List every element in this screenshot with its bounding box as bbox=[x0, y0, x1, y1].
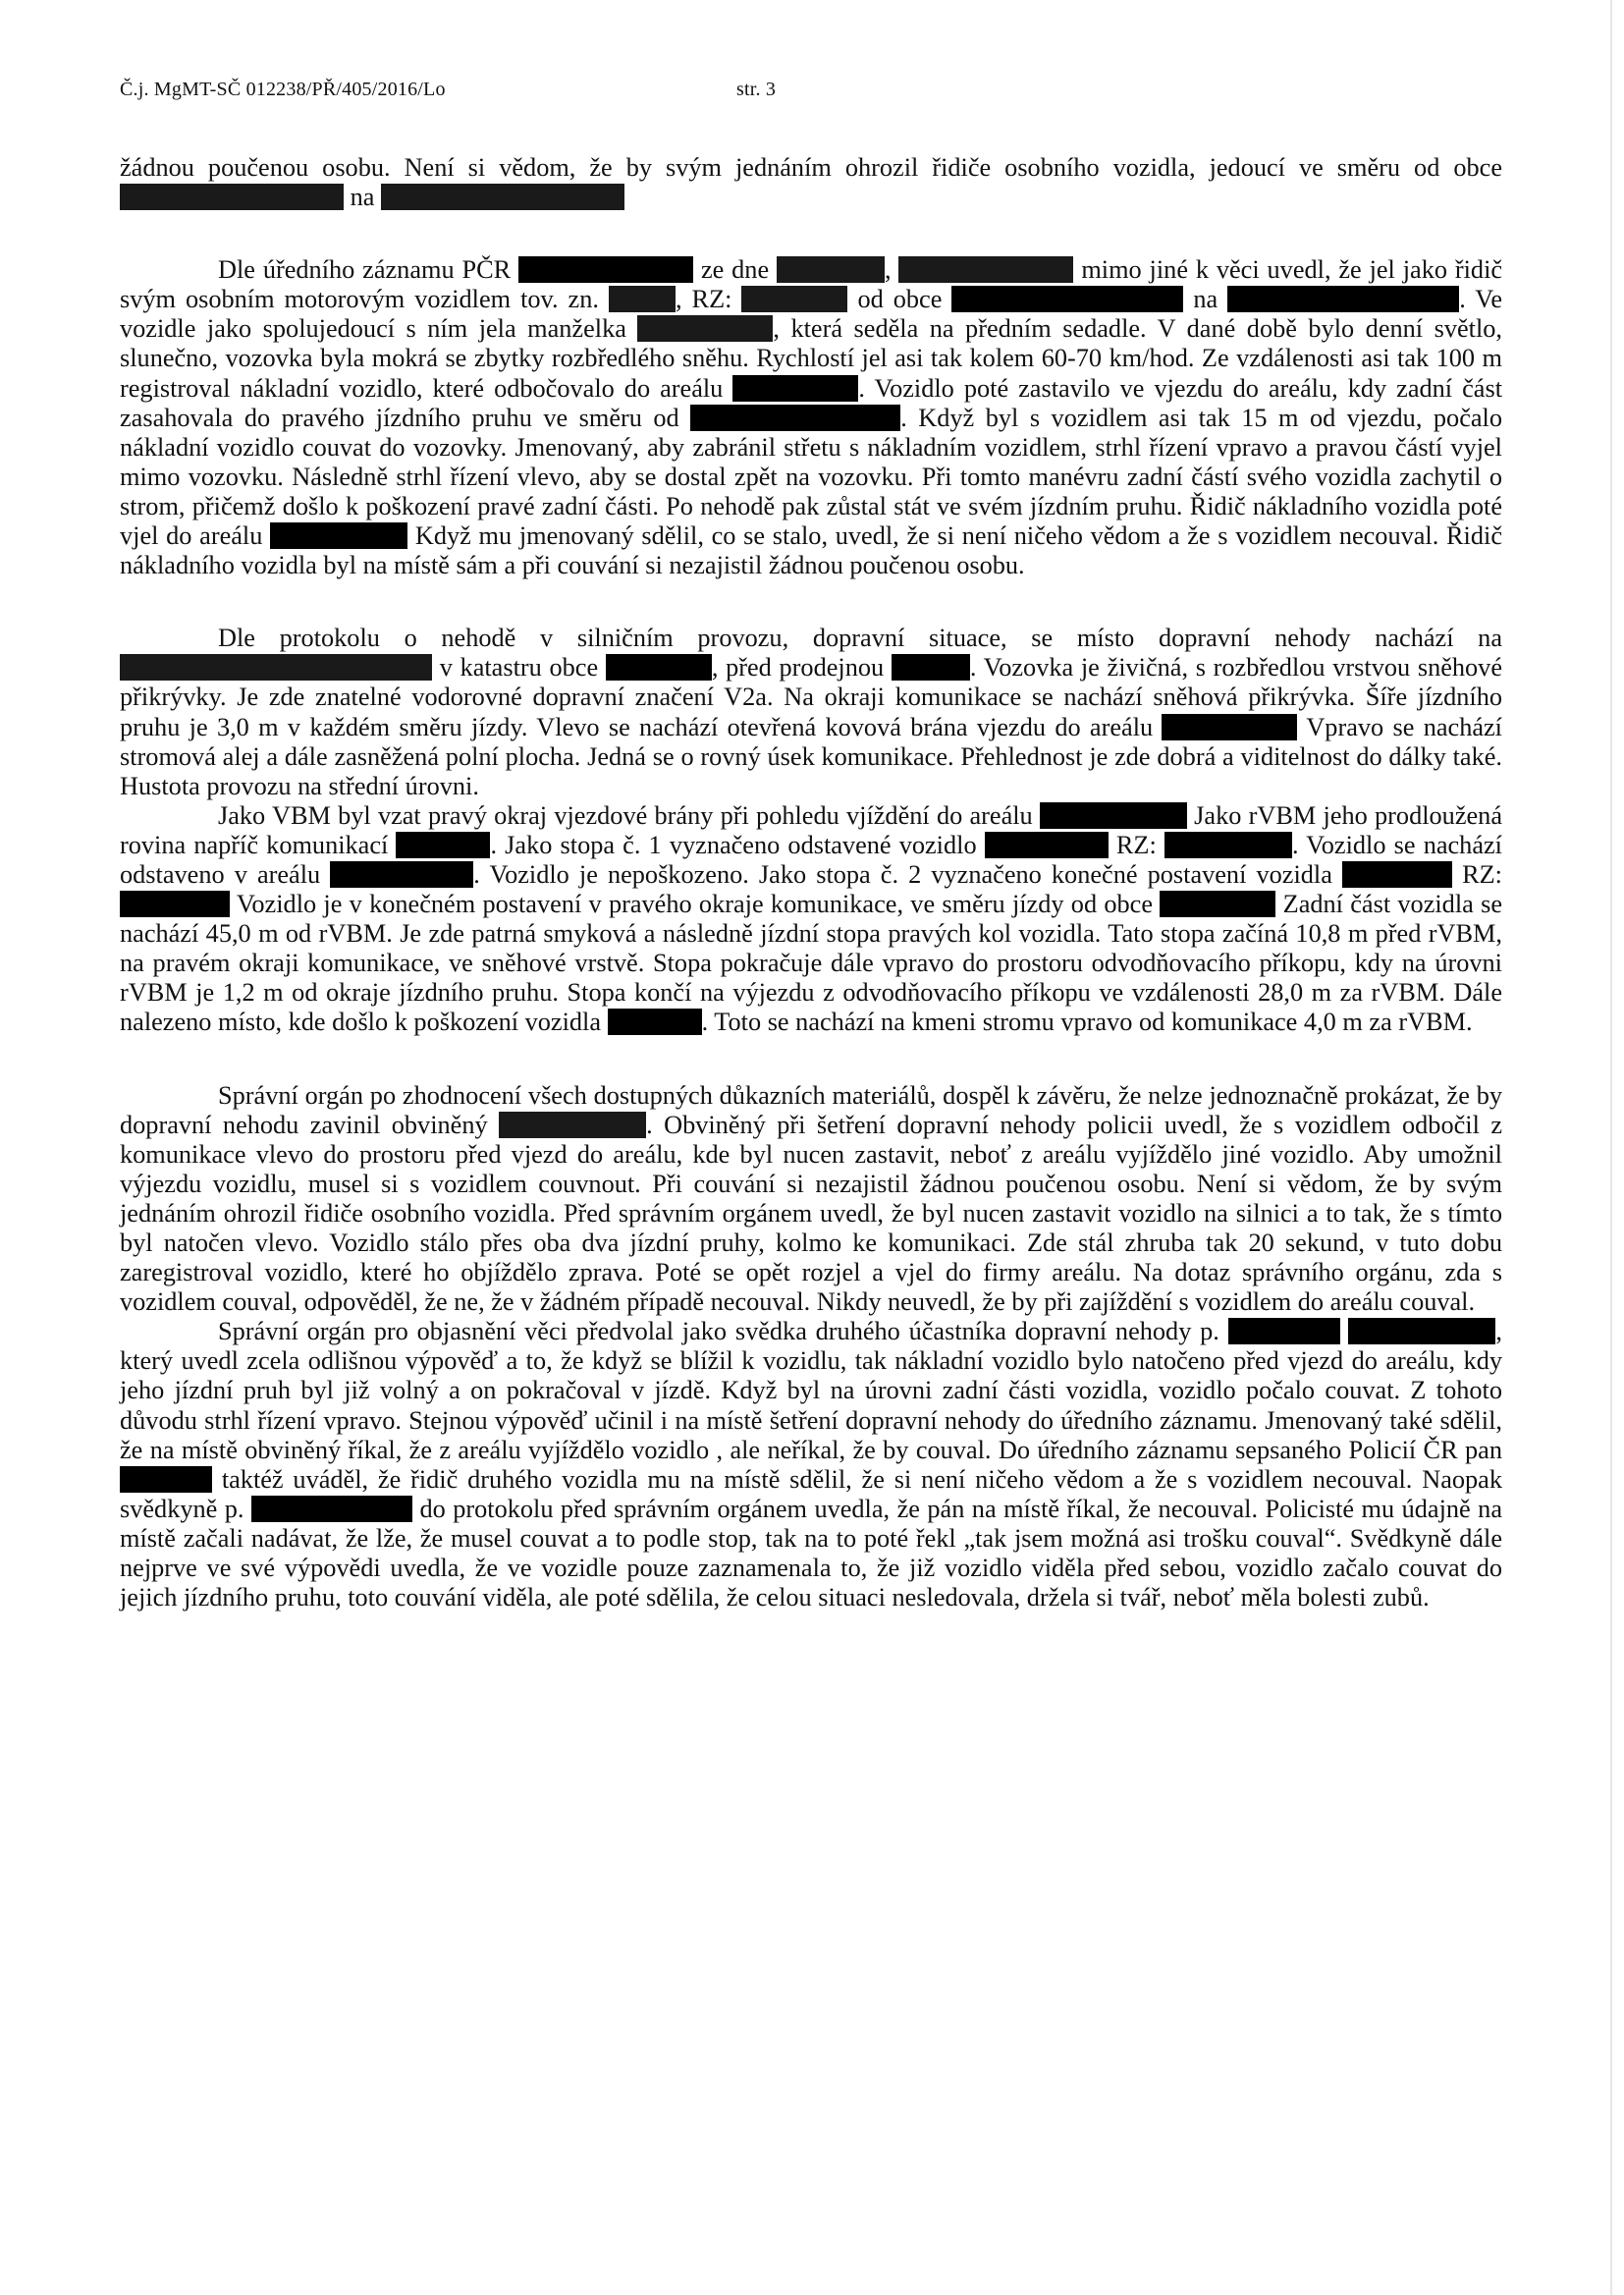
redaction bbox=[1342, 861, 1452, 888]
document-body bbox=[120, 153, 1502, 1612]
redaction bbox=[518, 256, 693, 283]
text-run: . Ve vozidle jako spolujedoucí s ním jela manželka bbox=[120, 285, 1503, 344]
redaction bbox=[396, 832, 490, 858]
redaction bbox=[120, 184, 344, 210]
scan-edge bbox=[1610, 0, 1612, 2295]
text-run: Zadní část vozidla se nachází 45,0 m od rVBM. Je zde patrná smyková a následně jízdní stopa pravých kol vozidla. Tato stopa začíná 10,8 m před rVBM, na pravém okraji komunikace, ve sněhové vrstvě. Stopa pokračuje dále vpravo do prostoru odvodňovacího příkopu, kdy na úrovni rVBM je 1,2 m od okraje jízdního pruhu. Stopa končí na výjezdu z odvodňovacího příkopu ve vzdálenosti 28,0 m za rVBM. Dále nalezeno místo, kde došlo k poškození vozidla bbox=[120, 890, 1503, 1037]
redaction bbox=[777, 256, 885, 283]
text-run: ze dne bbox=[700, 255, 770, 285]
redaction bbox=[330, 861, 473, 888]
redaction bbox=[381, 184, 624, 210]
text-run: . Toto se nachází na kmeni stromu vpravo od komunikace 4,0 m za rVBM. bbox=[701, 1008, 1473, 1037]
redaction bbox=[120, 654, 432, 681]
text-run: . Vozidlo poté zastavilo ve vjezdu do areálu, kdy zadní část zasahovala do pravého jízdního pruhu ve směru od bbox=[120, 373, 1503, 432]
text-run: Vpravo se nachází stromová alej a dále zasněžená polní plocha. Jedná se o rovný úsek komunikace. Přehlednost je zde dobrá a viditelnost do dálky také. Hustota provozu na střední úrovni. bbox=[120, 712, 1502, 800]
text-run: . Když byl s vozidlem asi tak 15 m od vjezdu, počalo nákladní vozidlo couvat do vozovky. Jmenovaný, aby zabránil střetu s nákladním vozidlem, strhl řízení vpravo a pravou částí vyjel mimo vozovku. Následně strhl řízení vlevo, aby se dostal zpět na vozovku. Při tomto manévru zadní částí svého vozidla zachytil o strom, přičemž došlo k poškození pravé zadní části. Po nehodě pak zůstal stát ve svém jízdním pruhu. Řidič nákladního vozidla poté vjel do areálu bbox=[120, 403, 1502, 551]
paragraph-4 bbox=[120, 801, 1502, 1038]
text-run: . Obviněný při šetření dopravní nehody policii uvedl, že s vozidlem odbočil z komunikace vlevo do prostoru před vjezd do areálu, kde byl nucen zastavit, neboť z areálu vyjíždělo jiné vozidlo. Aby umožnil výjezdu vozidlu, musel si s vozidlem couvnout. Při couvání si nezajistil žádnou poučenou osobu. Není si vědom, že by svým jednáním ohrozil řidiče osobního vozidla. Před správním orgánem uvedl, že byl nucen zastavit vozidlo na silnici a to tak, že s tímto byl natočen vlevo. Vozidlo stálo přes oba dva jízdní pruhy, kolmo ke komunikaci. Zde stál zhruba tak 20 sekund, v tuto dobu zaregistroval vozidlo, které ho objíždělo zprava. Poté se opět rozjel a vjel do firmy areálu. Na dotaz správního orgánu, zda s vozidlem couval, odpověděl, že ne, že v žádném případě necouval. Nikdy neuvedl, že by při zajíždění s vozidlem do areálu couval. bbox=[120, 1110, 1502, 1317]
text-run: . Jako stopa č. 1 vyznačeno odstavené vozidlo bbox=[490, 830, 977, 859]
text-run: RZ: bbox=[1115, 830, 1157, 859]
text-run: od obce bbox=[857, 285, 943, 314]
redaction bbox=[985, 832, 1109, 858]
text-run: Správní orgán po zhodnocení všech dostupných důkazních materiálů, dospěl k závěru, že nelze jednoznačně prokázat, že by dopravní nehodu zavinil obviněný bbox=[120, 1080, 1502, 1139]
redaction bbox=[1162, 714, 1297, 740]
reference-number: Č.j. MgMT-SČ 012238/PŘ/405/2016/Lo bbox=[120, 79, 446, 100]
text-run: v katastru obce bbox=[439, 653, 599, 683]
redaction bbox=[608, 1009, 702, 1035]
text-run: , RZ: bbox=[675, 285, 732, 314]
redaction bbox=[1227, 286, 1459, 312]
text-run: na bbox=[350, 183, 375, 212]
text-run: , před prodejnou bbox=[711, 653, 885, 683]
redaction bbox=[499, 1112, 646, 1138]
redaction bbox=[120, 1466, 212, 1493]
text-run: , která seděla na předním sedadle. V dané době bylo denní světlo, slunečno, vozovka byla mokrá se zbytky rozbředlého sněhu. Rychlostí jel asi tak kolem 60-70 km/hod. Ze vzdálenosti asi tak 100 m registroval nákladní vozidlo, které odbočovalo do areálu bbox=[120, 314, 1502, 403]
redaction bbox=[1164, 832, 1292, 858]
redaction bbox=[1160, 891, 1275, 917]
redaction bbox=[270, 522, 407, 549]
page-number: str. 3 bbox=[736, 79, 777, 100]
redaction bbox=[1228, 1318, 1340, 1344]
text-run: . Vozovka je živičná, s rozbředlou vrstvou sněhové přikrývky. Je zde znatelné vodorovné dopravní značení V2a. Na okraji komunikace se nachází sněhová přikrývka. Šíře jízdního pruhu je 3,0 m v každém směru jízdy. Vlevo se nachází otevřená kovová brána vjezdu do areálu bbox=[120, 653, 1503, 741]
redaction bbox=[951, 286, 1183, 312]
text-run: Dle protokolu o nehodě v silničním provozu, dopravní situace, se místo dopravní nehody nachází na bbox=[218, 624, 1502, 653]
text-run: žádnou poučenou osobu. Není si vědom, že by svým jednáním ohrozil řidiče osobního vozidla, jedoucí ve směru od obce bbox=[120, 153, 1502, 182]
text-run: Když mu jmenovaný sdělil, co se stalo, uvedl, že si není ničeho vědom a že s vozidlem necouval. Řidič nákladního vozidla byl na místě sám a při couvání si nezajistil žádnou poučenou osobu. bbox=[120, 521, 1502, 580]
text-run: do protokolu před správním orgánem uvedla, že pán na místě říkal, že necouval. Policisté mu údajně na místě začali nadávat, že lže, že musel couvat a to podle stop, tak na to poté řekl „tak jsem možná asi trošku couval“. Svědkyně dále nejprve ve své výpovědi uvedla, že ve vozidle pouze zaznamenala to, že již vozidlo viděla před sebou, vozidlo začalo couvat do jejich jízdního pruhu, toto couvání viděla, ale poté sdělila, že celou situaci nesledovala, držela si tvář, neboť měla bolesti zubů. bbox=[120, 1494, 1502, 1612]
redaction bbox=[898, 256, 1073, 283]
text-run: taktéž uváděl, že řidič druhého vozidla mu na místě sdělil, že si není ničeho vědom a že s vozidlem necouval. Naopak svědkyně p. bbox=[120, 1464, 1502, 1523]
redaction bbox=[892, 654, 970, 681]
paragraph-2 bbox=[120, 255, 1502, 580]
redaction bbox=[1040, 802, 1187, 829]
text-run: , bbox=[885, 255, 892, 285]
paragraph-1 bbox=[120, 153, 1502, 212]
text-run: RZ: bbox=[1462, 859, 1502, 889]
redaction bbox=[1348, 1318, 1495, 1344]
text-run: Správní orgán pro objasnění věci předvolal jako svědka druhého účastníka dopravní nehody p. bbox=[218, 1317, 1219, 1346]
text-run: na bbox=[1193, 285, 1218, 314]
redaction bbox=[732, 375, 858, 402]
text-run: . Vozidlo je nepoškozeno. Jako stopa č. 2 vyznačeno konečné postavení vozidla bbox=[473, 859, 1332, 889]
text-run: Dle úředního záznamu PČR bbox=[218, 255, 512, 285]
text-run: , který uvedl zcela odlišnou výpověď a to, že když se blížil k vozidlu, tak nákladní vozidlo bylo natočeno před vjezd do areálu, kdy jeho jízdní pruh byl již volný a on pokračoval v jízdě. Když byl na úrovni zadní části vozidla, vozidlo počalo couvat. Z tohoto důvodu strhl řízení vpravo. Stejnou výpověď učinil i na místě šetření dopravní nehody do úředního záznamu. Jmenovaný také sdělil, že na místě obviněný říkal, že z areálu vyjíždělo vozidlo , ale neříkal, že by couval. Do úředního záznamu sepsaného Policií ČR pan bbox=[120, 1317, 1502, 1464]
text-run: . Vozidlo se nachází odstaveno v areálu bbox=[120, 830, 1502, 889]
redaction bbox=[741, 286, 847, 312]
text-run: mimo jiné k věci uvedl, že jel jako řidič svým osobním motorovým vozidlem tov. zn. bbox=[120, 255, 1503, 314]
redaction bbox=[251, 1496, 412, 1522]
text-run: Jako rVBM jeho prodloužená rovina napříč komunikací bbox=[120, 800, 1502, 859]
redaction bbox=[690, 405, 900, 431]
redaction bbox=[637, 315, 773, 342]
paragraph-5 bbox=[120, 1081, 1502, 1318]
text-run: Jako VBM byl vzat pravý okraj vjezdové brány při pohledu vjíždění do areálu bbox=[218, 800, 1033, 830]
text-run: Vozidlo je v konečném postavení v pravého okraje komunikace, ve směru jízdy od obce bbox=[236, 890, 1154, 919]
page-header bbox=[120, 79, 777, 101]
paragraph-3 bbox=[120, 624, 1502, 801]
redaction bbox=[120, 891, 230, 917]
redaction bbox=[609, 286, 676, 312]
paragraph-6 bbox=[120, 1317, 1502, 1612]
redaction bbox=[606, 654, 712, 681]
